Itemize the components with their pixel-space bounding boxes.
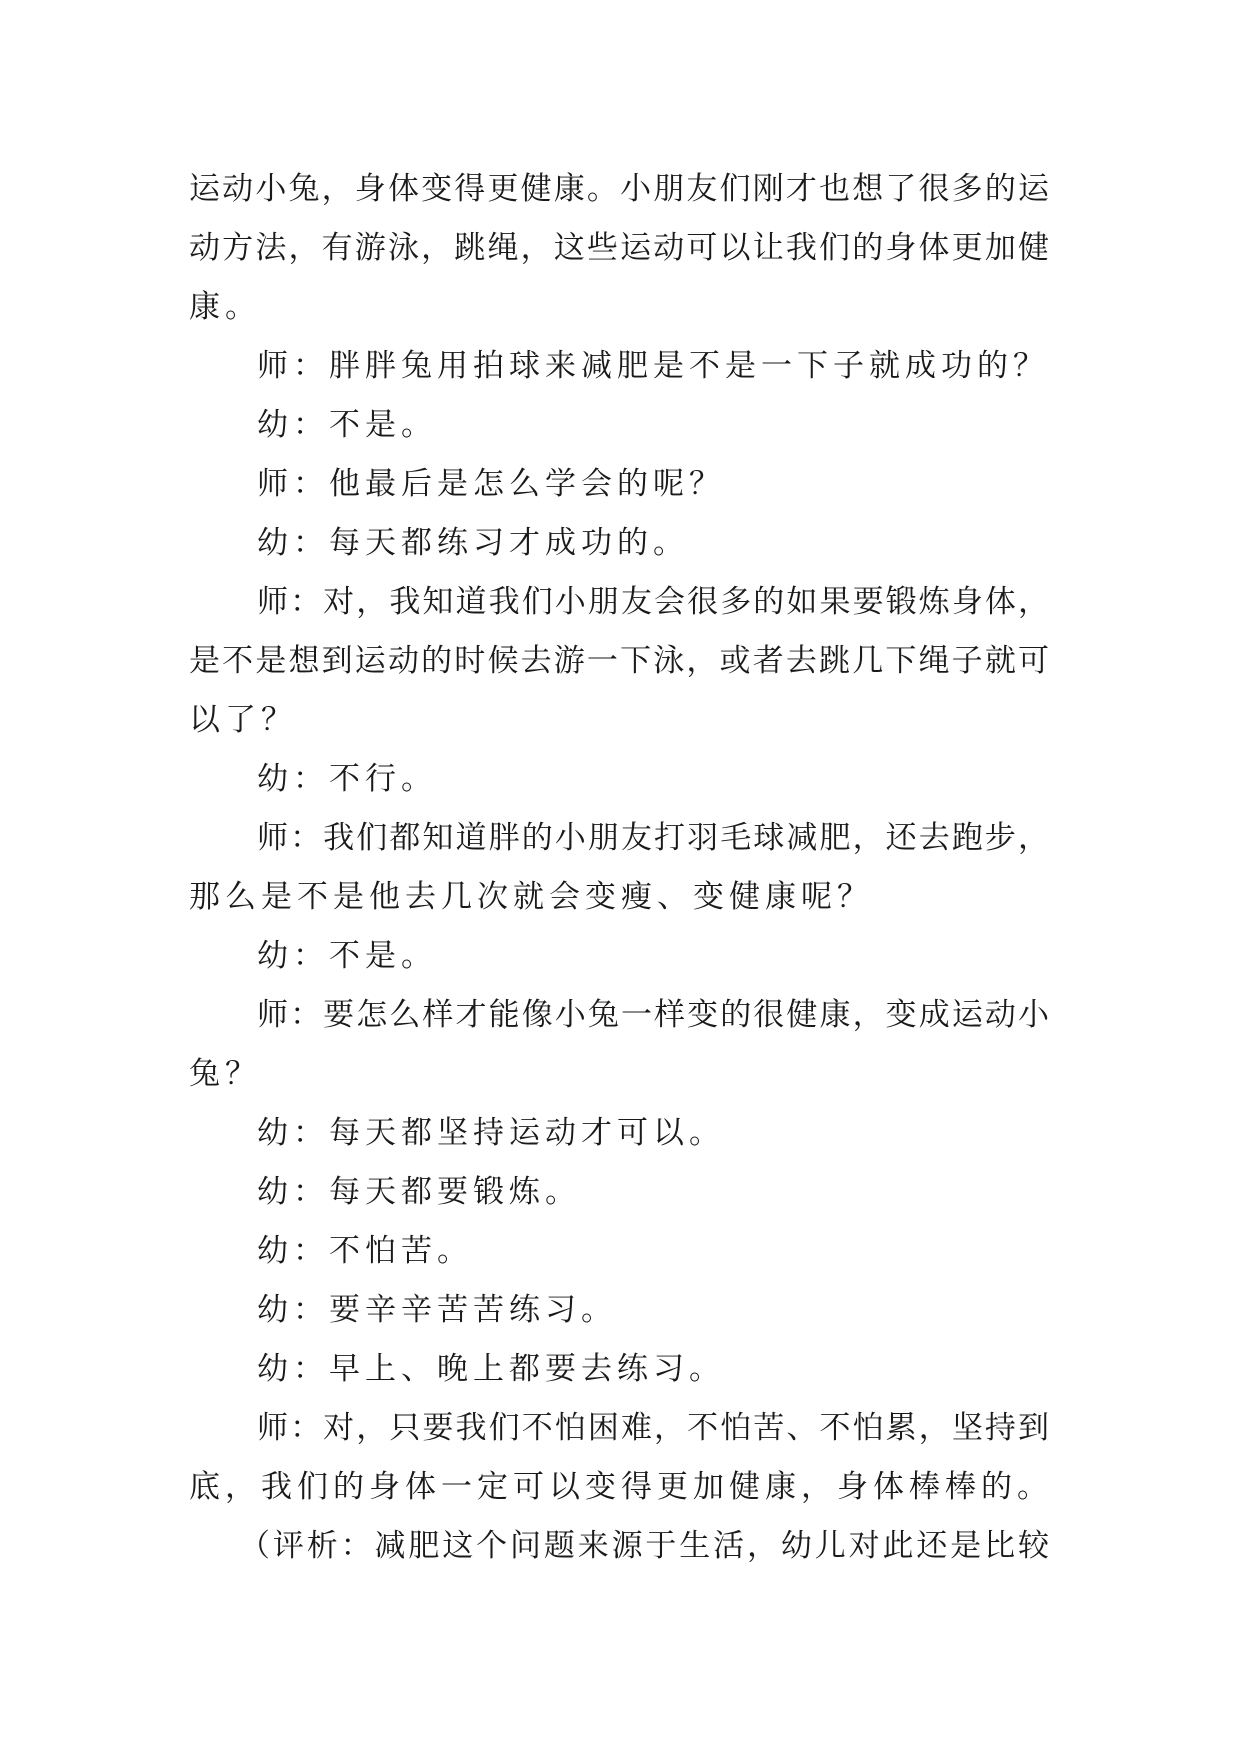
dialogue-line-child: 幼：不是。 bbox=[257, 938, 437, 974]
text-line: 兔？ bbox=[189, 1056, 261, 1092]
dialogue-line-child: 幼：每天都坚持运动才可以。 bbox=[257, 1115, 725, 1151]
dialogue-line-teacher: 师：我们都知道胖的小朋友打羽毛球减肥，还去跑步， bbox=[257, 820, 1049, 856]
dialogue-line-teacher: 师：他最后是怎么学会的呢？ bbox=[257, 466, 725, 502]
dialogue-line-teacher: 师：对，我知道我们小朋友会很多的如果要锻炼身体， bbox=[257, 584, 1049, 620]
commentary-line: （评析：减肥这个问题来源于生活，幼儿对此还是比较 bbox=[239, 1528, 1049, 1564]
dialogue-line-child: 幼：每天都练习才成功的。 bbox=[257, 525, 689, 561]
dialogue-line-teacher: 师：对，只要我们不怕困难，不怕苦、不怕累，坚持到 bbox=[257, 1410, 1049, 1446]
text-line: 是不是想到运动的时候去游一下泳，或者去跳几下绳子就可 bbox=[189, 643, 1049, 679]
dialogue-line-child: 幼：要辛辛苦苦练习。 bbox=[257, 1292, 617, 1328]
dialogue-line-child: 幼：不行。 bbox=[257, 761, 437, 797]
text-line: 那么是不是他去几次就会变瘦、变健康呢？ bbox=[189, 879, 873, 915]
dialogue-line-teacher: 师：要怎么样才能像小兔一样变的很健康，变成运动小 bbox=[257, 997, 1049, 1033]
text-line: 底，我们的身体一定可以变得更加健康，身体棒棒的。 bbox=[189, 1469, 1053, 1505]
dialogue-line-child: 幼：每天都要锻炼。 bbox=[257, 1174, 581, 1210]
document-page bbox=[189, 160, 1053, 1576]
dialogue-line-child: 幼：不是。 bbox=[257, 407, 437, 443]
dialogue-line-teacher: 师：胖胖兔用拍球来减肥是不是一下子就成功的？ bbox=[257, 348, 1049, 384]
dialogue-line-child: 幼：不怕苦。 bbox=[257, 1233, 473, 1269]
dialogue-line-child: 幼：早上、晚上都要去练习。 bbox=[257, 1351, 725, 1387]
text-line: 动方法，有游泳，跳绳，这些运动可以让我们的身体更加健 bbox=[189, 230, 1049, 266]
text-line: 运动小兔，身体变得更健康。小朋友们刚才也想了很多的运 bbox=[189, 171, 1049, 207]
text-line: 康。 bbox=[189, 289, 261, 325]
text-line: 以了？ bbox=[189, 702, 297, 738]
